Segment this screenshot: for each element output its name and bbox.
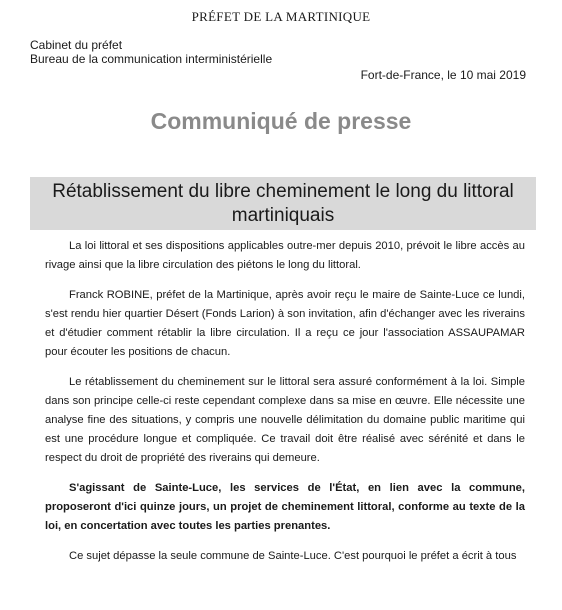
release-body [45,237,525,577]
paragraph-visit: Franck ROBINE, préfet de la Martinique, après avoir reçu le maire de Sainte-Luce ce lundi, s'est rendu hier quartier Désert (Fonds Larion) à son invitation, afin d'échanger avec les riverains et d'étudier comment rétablir la libre circulation. Il a reçu ce jour l'association ASSAUPAMAR pour écouter les positions de chacun. [45,289,525,358]
press-release-title: Communiqué de presse [150,108,412,134]
headline-line-2: martiniquais [231,205,335,226]
paragraph-intro: La loi littoral et ses dispositions applicables outre-mer depuis 2010, prévoit le libre accès au rivage ainsi que la libre circulation des piétons le long du littoral. [45,240,525,271]
paragraph-scope: Ce sujet dépasse la seule commune de Sainte-Luce. C'est pourquoi le préfet a écrit à tous [69,550,517,562]
paragraph-sainte-luce: S'agissant de Sainte-Luce, les services de l'État, en lien avec la commune, proposeront d'ici quinze jours, un projet de cheminement littoral, conforme au texte de la loi, en concertation avec toutes les parties prenantes. [45,482,525,532]
dateline: Fort-de-France, le 10 mai 2019 [360,68,526,82]
issuing-authority-header: PRÉFET DE LA MARTINIQUE [191,9,371,24]
headline-line-1: Rétablissement du libre cheminement le long du littoral [52,181,514,202]
sender-block [30,38,272,66]
headline-banner [30,177,536,230]
cabinet-line: Cabinet du préfet [30,38,123,52]
paragraph-law: Le rétablissement du cheminement sur le littoral sera assuré conformément à la loi. Simple dans son principe celle-ci reste cependant complexe dans sa mise en œuvre. Elle nécessite une analyse fine des situations, y compris une nouvelle délimitation du domaine public maritime qui est une procédure longue et compliquée. Ce travail doit être réalisé avec sérénité et dans le respect du droit de propriété des riverains qui demeure. [45,376,525,464]
bureau-line: Bureau de la communication interministérielle [30,52,273,66]
